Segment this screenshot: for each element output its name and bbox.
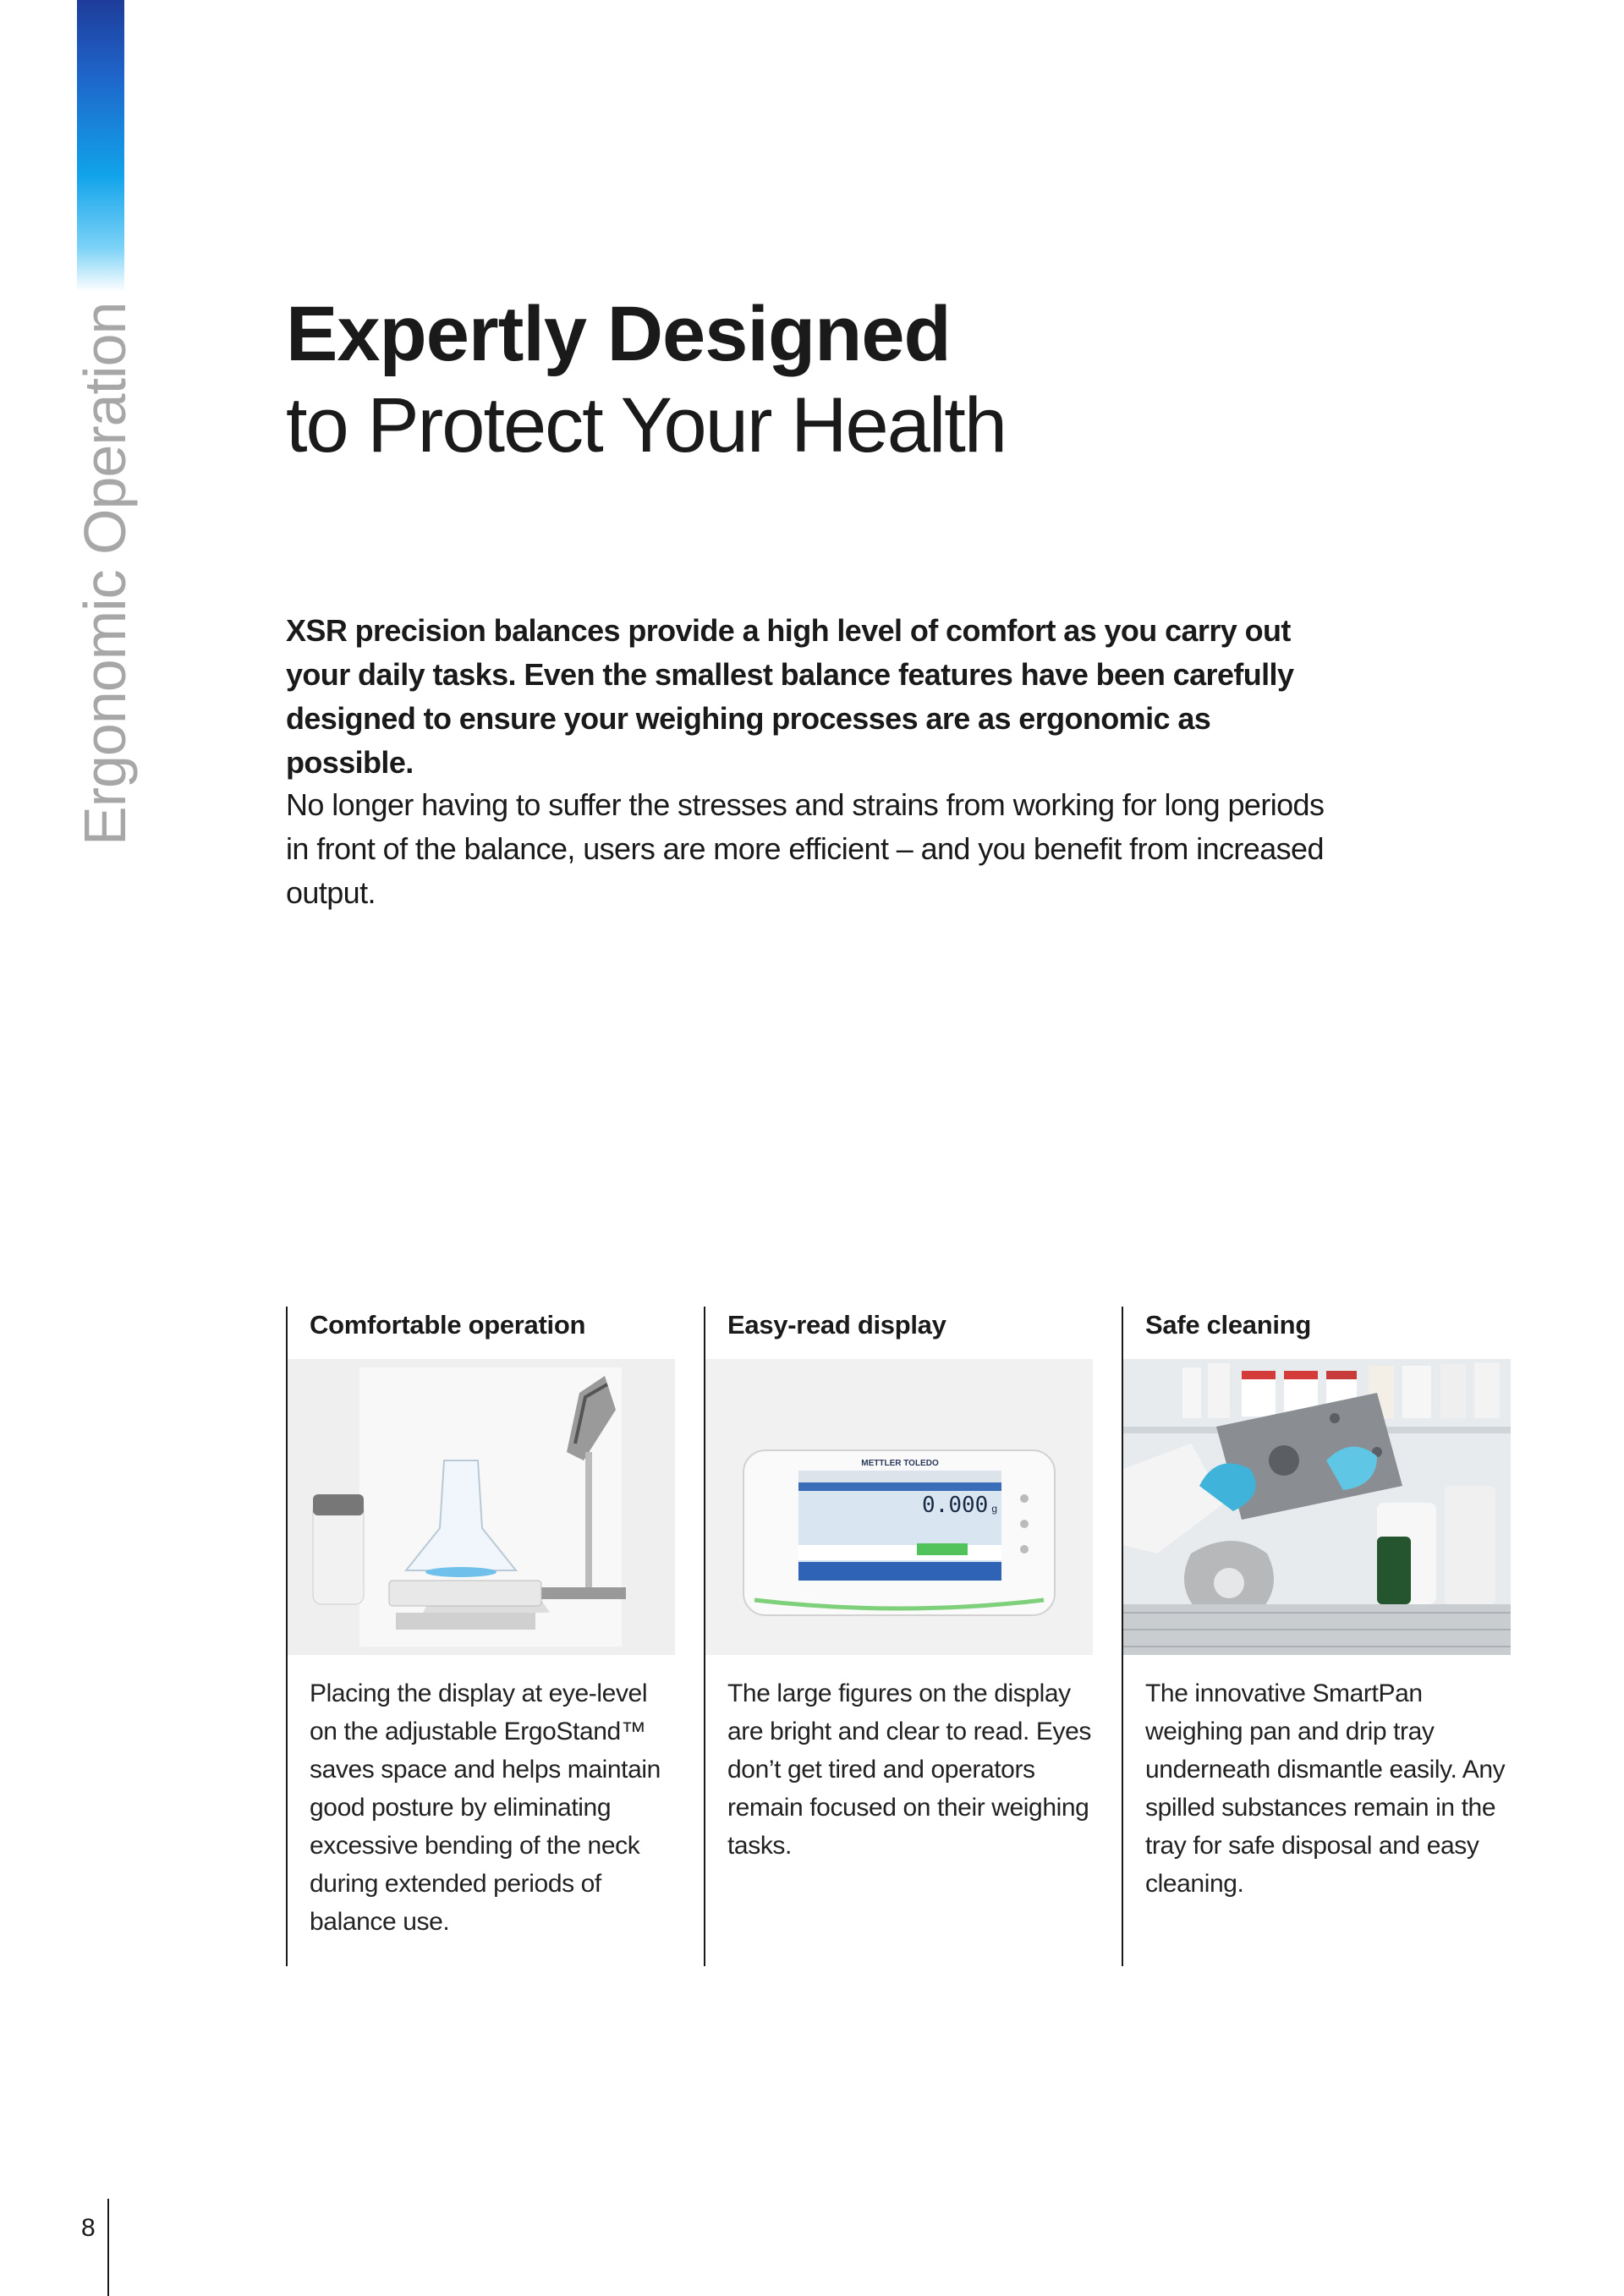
display-brand-label: METTLER TOLEDO [861, 1459, 939, 1468]
ergostand-balance-photo [288, 1359, 675, 1655]
feature-description: The large figures on the display are bright and clear to read. Eyes don’t get tired and operators remain focused on their weighing tasks. [727, 1680, 1091, 1860]
page-subtitle: to Protect Your Health [286, 382, 1007, 469]
display-unit: g [991, 1503, 997, 1515]
feature-heading: Comfortable operation [310, 1310, 586, 1340]
page-number-divider [107, 2199, 109, 2296]
feature-heading: Safe cleaning [1145, 1310, 1311, 1340]
feature-description: Placing the display at eye-level on the adjustable ErgoStand™ saves space and helps maintain good posture by eliminating excessive bending of the neck during extended periods of balance use. [310, 1680, 661, 1936]
feature-description: The innovative SmartPan weighing pan and drip tray underneath dismantle easily. Any spilled substances remain in the tray for safe disposal and easy cleaning. [1145, 1680, 1506, 1898]
smartpan-cleaning-photo [1123, 1359, 1511, 1655]
feature-heading: Easy-read display [727, 1310, 946, 1340]
display-readout [887, 1493, 997, 1526]
balance-terminal-photo [705, 1359, 1093, 1655]
feature-comfortable-operation [286, 1307, 677, 1966]
intro-body-paragraph: No longer having to suffer the stresses and strains from working for long periods in front of the balance, users are more efficient – and you benefit from increased output. [286, 787, 1325, 910]
display-value: 0.000 [922, 1493, 989, 1518]
intro-lead-paragraph: XSR precision balances provide a high level of comfort as you carry out your daily tasks. Even the smallest balance features have been carefully designed to ensure your weighing processes are as ergonomic as possible. [286, 613, 1294, 780]
feature-easy-read-display [704, 1307, 1095, 1966]
section-accent-bar [77, 0, 124, 292]
section-side-title: Ergonomic Operation [72, 302, 138, 846]
feature-safe-cleaning [1122, 1307, 1512, 1966]
page-title: Expertly Designed [286, 291, 951, 377]
page-number: 8 [81, 2214, 96, 2242]
